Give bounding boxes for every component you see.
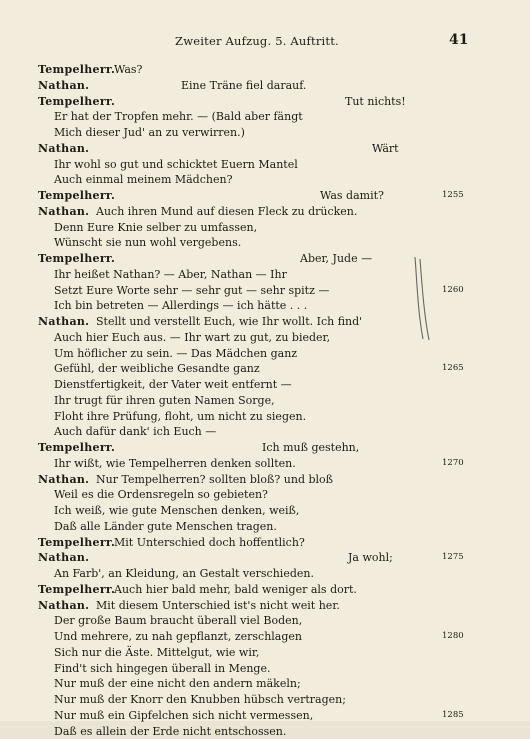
text-line [0, 629, 530, 645]
verse-text: Er hat der Tropfen mehr. — (Bald aber fängt [54, 109, 303, 125]
text-line [0, 157, 530, 173]
text-line [0, 724, 530, 739]
verse-text: Ich weiß, wie gute Menschen denken, weiß, [54, 503, 299, 519]
text-line [0, 141, 530, 157]
verse-text: Wünscht sie nun wohl vergebens. [54, 235, 241, 251]
text-line [0, 172, 530, 188]
verse-text: Mich dieser Jud' an zu verwirren.) [54, 125, 245, 141]
verse-text: Weil es die Ordensregeln so gebieten? [54, 487, 268, 503]
text-line [0, 472, 530, 488]
speaker-name: Tempelherr. [38, 251, 115, 267]
text-line [0, 377, 530, 393]
verse-text: Mit Unterschied doch hoffentlich? [114, 535, 305, 551]
speaker-name: Nathan. [38, 550, 89, 566]
verse-text: Auch hier Euch aus. — Ihr wart zu gut, zu bieder, [54, 330, 330, 346]
text-line [0, 62, 530, 78]
verse-text: Nur Tempelherren? sollten bloß? und bloß [96, 472, 333, 488]
text-line [0, 535, 530, 551]
speaker-name: Nathan. [38, 141, 89, 157]
verse-text: Floht ihre Prüfung, floht, um nicht zu siegen. [54, 409, 306, 425]
verse-text: Ich muß gestehn, [262, 440, 359, 456]
verse-text: Und mehrere, zu nah gepflanzt, zerschlagen [54, 629, 302, 645]
speaker-name: Nathan. [38, 314, 89, 330]
text-line [0, 409, 530, 425]
verse-text: Denn Eure Knie selber zu umfassen, [54, 220, 257, 236]
verse-text: Sich nur die Äste. Mittelgut, wie wir, [54, 645, 259, 661]
verse-text: Nur muß der Knorr den Knubben hübsch vertragen; [54, 692, 346, 708]
text-line [0, 298, 530, 314]
text-line [0, 487, 530, 503]
speaker-name: Tempelherr. [38, 62, 115, 78]
play-text [0, 62, 530, 739]
line-number: 1265 [442, 361, 464, 377]
verse-text: Auch ihren Mund auf diesen Fleck zu drücken. [96, 204, 357, 220]
text-line [0, 566, 530, 582]
text-line [0, 503, 530, 519]
speaker-name: Nathan. [38, 598, 89, 614]
text-line [0, 645, 530, 661]
verse-text: Auch hier bald mehr, bald weniger als dort. [114, 582, 357, 598]
text-line [0, 613, 530, 629]
verse-text: Ihr heißet Nathan? — Aber, Nathan — Ihr [54, 267, 287, 283]
text-line [0, 440, 530, 456]
verse-text: Was? [114, 62, 142, 78]
text-line [0, 424, 530, 440]
verse-text: Ihr trugt für ihren guten Namen Sorge, [54, 393, 275, 409]
verse-text: Ja wohl; [348, 550, 393, 566]
text-line [0, 598, 530, 614]
text-line [0, 661, 530, 677]
margin-pencil-marks [412, 255, 432, 341]
speaker-name: Nathan. [38, 78, 89, 94]
verse-text: Um höflicher zu sein. — Das Mädchen ganz [54, 346, 297, 362]
verse-text: Auch dafür dank' ich Euch — [54, 424, 216, 440]
line-number: 1270 [442, 456, 464, 472]
text-line [0, 109, 530, 125]
text-line [0, 346, 530, 362]
speaker-name: Tempelherr. [38, 188, 115, 204]
line-number: 1255 [442, 188, 464, 204]
verse-text: Was damit? [320, 188, 384, 204]
speaker-name: Tempelherr. [38, 440, 115, 456]
verse-text: Dienstfertigkeit, der Vater weit entfernt — [54, 377, 292, 393]
speaker-name: Nathan. [38, 472, 89, 488]
verse-text: Stellt und verstellt Euch, wie Ihr wollt. Ich find' [96, 314, 362, 330]
text-line [0, 283, 530, 299]
text-line [0, 251, 530, 267]
verse-text: Auch einmal meinem Mädchen? [54, 172, 232, 188]
line-number: 1280 [442, 629, 464, 645]
verse-text: Nur muß ein Gipfelchen sich nicht vermessen, [54, 708, 313, 724]
text-line [0, 314, 530, 330]
verse-text: Setzt Eure Worte sehr — sehr gut — sehr spitz — [54, 283, 329, 299]
verse-text: Find't sich hingegen überall in Menge. [54, 661, 270, 677]
speaker-name: Tempelherr. [38, 94, 115, 110]
speaker-name: Nathan. [38, 204, 89, 220]
verse-text: An Farb', an Kleidung, an Gestalt verschieden. [54, 566, 314, 582]
line-number: 1285 [442, 708, 464, 724]
verse-text: Tut nichts! [345, 94, 406, 110]
verse-text: Daß es allein der Erde nicht entschossen. [54, 724, 286, 739]
text-line [0, 235, 530, 251]
text-line [0, 692, 530, 708]
verse-text: Ihr wohl so gut und schicktet Euern Mantel [54, 157, 298, 173]
text-line [0, 708, 530, 724]
text-line [0, 78, 530, 94]
text-line [0, 393, 530, 409]
verse-text: Ich bin betreten — Allerdings — ich hätte . . . [54, 298, 307, 314]
text-line [0, 676, 530, 692]
verse-text: Wärt [372, 141, 399, 157]
text-line [0, 519, 530, 535]
text-line [0, 188, 530, 204]
text-line [0, 456, 530, 472]
text-line [0, 550, 530, 566]
verse-text: Daß alle Länder gute Menschen tragen. [54, 519, 277, 535]
text-line [0, 125, 530, 141]
line-number: 1275 [442, 550, 464, 566]
line-number: 1260 [442, 283, 464, 299]
verse-text: Mit diesem Unterschied ist's nicht weit her. [96, 598, 340, 614]
verse-text: Aber, Jude — [300, 251, 372, 267]
text-line [0, 361, 530, 377]
text-line [0, 267, 530, 283]
text-line [0, 204, 530, 220]
speaker-name: Tempelherr. [38, 582, 115, 598]
verse-text: Ihr wißt, wie Tempelherren denken sollten. [54, 456, 296, 472]
speaker-name: Tempelherr. [38, 535, 115, 551]
text-line [0, 330, 530, 346]
text-line [0, 582, 530, 598]
verse-text: Eine Träne fiel darauf. [181, 78, 306, 94]
header-title: Zweiter Aufzug. 5. Auftritt. [175, 34, 339, 48]
verse-text: Nur muß der eine nicht den andern mäkeln; [54, 676, 301, 692]
verse-text: Der große Baum braucht überall viel Boden, [54, 613, 302, 629]
text-line [0, 94, 530, 110]
running-header [0, 34, 530, 50]
page-number: 41 [449, 32, 468, 48]
text-line [0, 220, 530, 236]
verse-text: Gefühl, der weibliche Gesandte ganz [54, 361, 260, 377]
